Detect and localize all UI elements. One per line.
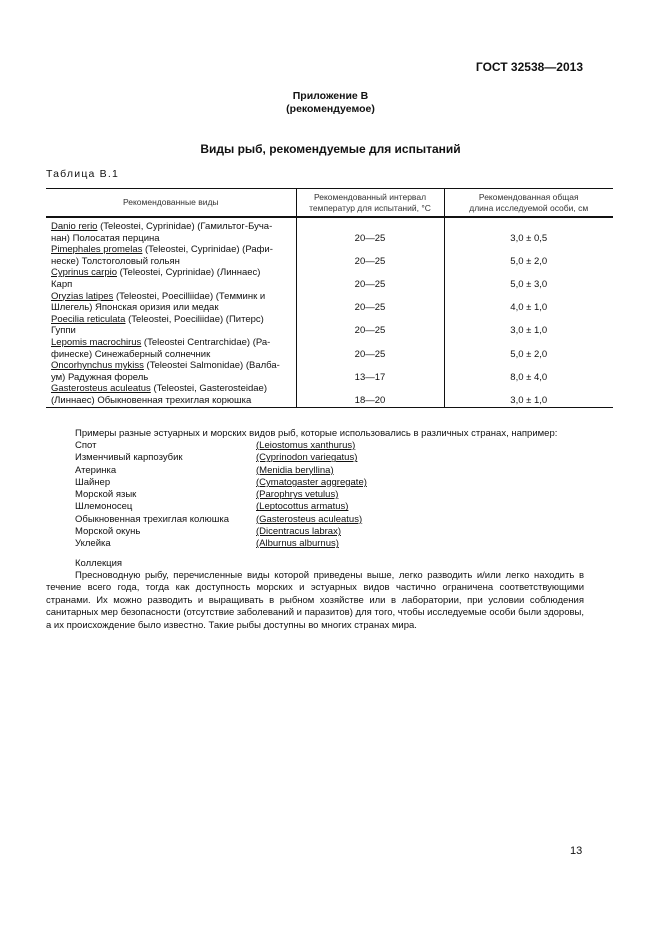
temperature-range: 20—25 bbox=[296, 244, 444, 267]
standard-number: ГОСТ 32538—2013 bbox=[475, 60, 583, 74]
temperature-range: 20—25 bbox=[296, 314, 444, 337]
examples-list bbox=[75, 440, 367, 551]
fish-length: 4,0 ± 1,0 bbox=[444, 291, 613, 314]
species-name: Lepomis macrochirus (Teleostei Centrarchidae) (Ра- финеске) Синежаберный солнечник bbox=[51, 336, 271, 360]
example-latin-name: (Leptocottus armatus) bbox=[256, 501, 349, 513]
example-common-name: Спот bbox=[75, 440, 97, 451]
table-caption: Таблица В.1 bbox=[46, 168, 120, 180]
species-name: Danio rerio (Teleostei, Cyprinidae) (Гамильтог-Буча- нан) Полосатая перцина bbox=[51, 221, 273, 244]
example-common-name: Шлемоносец bbox=[75, 501, 133, 513]
table-row bbox=[46, 217, 613, 244]
collection-paragraph: Пресноводную рыбу, перечисленные виды которой приведены выше, легко разводить и/или легко находить в течение всего года, тогда как доступность морских и эстуарных видов частично ограничена соответствующими странами. Их можно разводить и выращивать в рыбном хозяйстве или в лаборатории, при условии соблюдения санитарных мер безопасности (отсутствие заболеваний и паразитов) для того, чтобы исследуемые особи были здоровы, а их происхождение было известно. Такие рыбы доступны во многих странах мира. bbox=[46, 570, 584, 631]
fish-length: 5,0 ± 2,0 bbox=[444, 244, 613, 267]
species-latin: Oryzias latipes bbox=[51, 290, 114, 302]
table-row bbox=[46, 360, 613, 383]
appendix-status: (рекомендуемое) bbox=[286, 103, 375, 115]
species-name: Oncorhynchus mykiss (Teleostei Salmonidae) (Валба- ум) Радужная форель bbox=[51, 360, 280, 383]
example-latin-name: (Cyprinodon variegatus) bbox=[256, 452, 358, 464]
species-name: Oryzias latipes (Teleostei, Poecilliidae) (Темминк и Шлегель) Японская оризия или медак bbox=[51, 290, 266, 314]
fish-length: 3,0 ± 1,0 bbox=[444, 383, 613, 407]
list-item bbox=[75, 477, 367, 489]
list-item bbox=[75, 514, 367, 526]
temperature-range: 20—25 bbox=[296, 267, 444, 290]
species-table bbox=[46, 188, 613, 408]
species-latin: Cyprinus carpio bbox=[51, 267, 117, 279]
example-common-name: Атеринка bbox=[75, 464, 117, 476]
temperature-range: 20—25 bbox=[296, 217, 444, 244]
example-common-name: Уклейка bbox=[75, 538, 111, 550]
example-latin-name: (Cymatogaster aggregate) bbox=[256, 476, 367, 488]
appendix-heading bbox=[0, 90, 661, 116]
temperature-range: 18—20 bbox=[296, 383, 444, 407]
species-latin: Oncorhynchus mykiss bbox=[51, 360, 144, 372]
species-latin: Pimephales promelas bbox=[51, 244, 143, 256]
species-name: Cyprinus carpio (Teleostei, Cyprinidae) (Линнаес) Карп bbox=[51, 267, 261, 290]
list-item bbox=[75, 452, 367, 464]
table-row bbox=[46, 383, 613, 407]
section-title: Виды рыб, рекомендуемые для испытаний bbox=[200, 142, 461, 156]
header-length: Рекомендованная общая длина исследуемой особи, см bbox=[444, 189, 613, 218]
list-item bbox=[75, 489, 367, 501]
temperature-range: 20—25 bbox=[296, 337, 444, 360]
appendix-title: Приложение В bbox=[292, 90, 369, 102]
list-item bbox=[75, 538, 367, 550]
species-latin: Lepomis macrochirus bbox=[51, 336, 142, 348]
table-header-row bbox=[46, 189, 613, 218]
species-name: Poecilia reticulata (Teleostei, Poeciliidae) (Питерс) Гуппи bbox=[51, 313, 264, 337]
species-latin: Danio rerio bbox=[51, 221, 98, 232]
list-item bbox=[75, 526, 367, 538]
fish-length: 3,0 ± 0,5 bbox=[444, 217, 613, 244]
list-item bbox=[75, 501, 367, 513]
list-item bbox=[75, 440, 367, 452]
fish-length: 8,0 ± 4,0 bbox=[444, 360, 613, 383]
example-latin-name: (Gasterosteus aculeatus) bbox=[256, 513, 363, 525]
table-row bbox=[46, 314, 613, 337]
page-number: 13 bbox=[570, 845, 583, 857]
example-common-name: Морской окунь bbox=[75, 526, 141, 538]
temperature-range: 13—17 bbox=[296, 360, 444, 383]
example-latin-name: (Parophrys vetulus) bbox=[256, 489, 339, 501]
fish-length: 5,0 ± 3,0 bbox=[444, 267, 613, 290]
example-latin-name: (Alburnus alburnus) bbox=[256, 538, 339, 550]
header-species: Рекомендованные виды bbox=[46, 189, 296, 218]
species-name: Gasterosteus aculeatus (Teleostei, Gasterosteidae) (Линнаес) Обыкновенная трехиглая корюшка bbox=[46, 383, 296, 407]
collection-heading: Коллекция bbox=[75, 558, 123, 569]
fish-length: 3,0 ± 1,0 bbox=[444, 314, 613, 337]
example-common-name: Шайнер bbox=[75, 476, 111, 488]
species-table-body bbox=[46, 217, 613, 407]
table-row bbox=[46, 267, 613, 290]
species-latin: Gasterosteus aculeatus bbox=[51, 383, 151, 395]
example-latin-name: (Leiostomus xanthurus) bbox=[256, 440, 356, 451]
table-row bbox=[46, 244, 613, 267]
list-item bbox=[75, 465, 367, 477]
example-common-name: Изменчивый карпозубик bbox=[75, 452, 183, 464]
examples-intro: Примеры разные эстуарных и морских видов рыб, которые использовались в различных странах, например: bbox=[75, 428, 558, 439]
example-common-name: Морской язык bbox=[75, 489, 137, 501]
species-name: Pimephales promelas (Teleostei, Cyprinidae) (Рафи- неске) Толстоголовый гольян bbox=[51, 244, 273, 267]
table-row bbox=[46, 337, 613, 360]
fish-length: 5,0 ± 2,0 bbox=[444, 337, 613, 360]
species-latin: Poecilia reticulata bbox=[51, 313, 126, 325]
temperature-range: 20—25 bbox=[296, 291, 444, 314]
header-temperature: Рекомендованный интервал температур для испытаний, °С bbox=[296, 189, 444, 218]
example-latin-name: (Dicentracus labrax) bbox=[256, 526, 341, 538]
example-latin-name: (Menidia beryllina) bbox=[256, 464, 334, 476]
table-row bbox=[46, 291, 613, 314]
example-common-name: Обыкновенная трехиглая колюшка bbox=[75, 513, 230, 525]
